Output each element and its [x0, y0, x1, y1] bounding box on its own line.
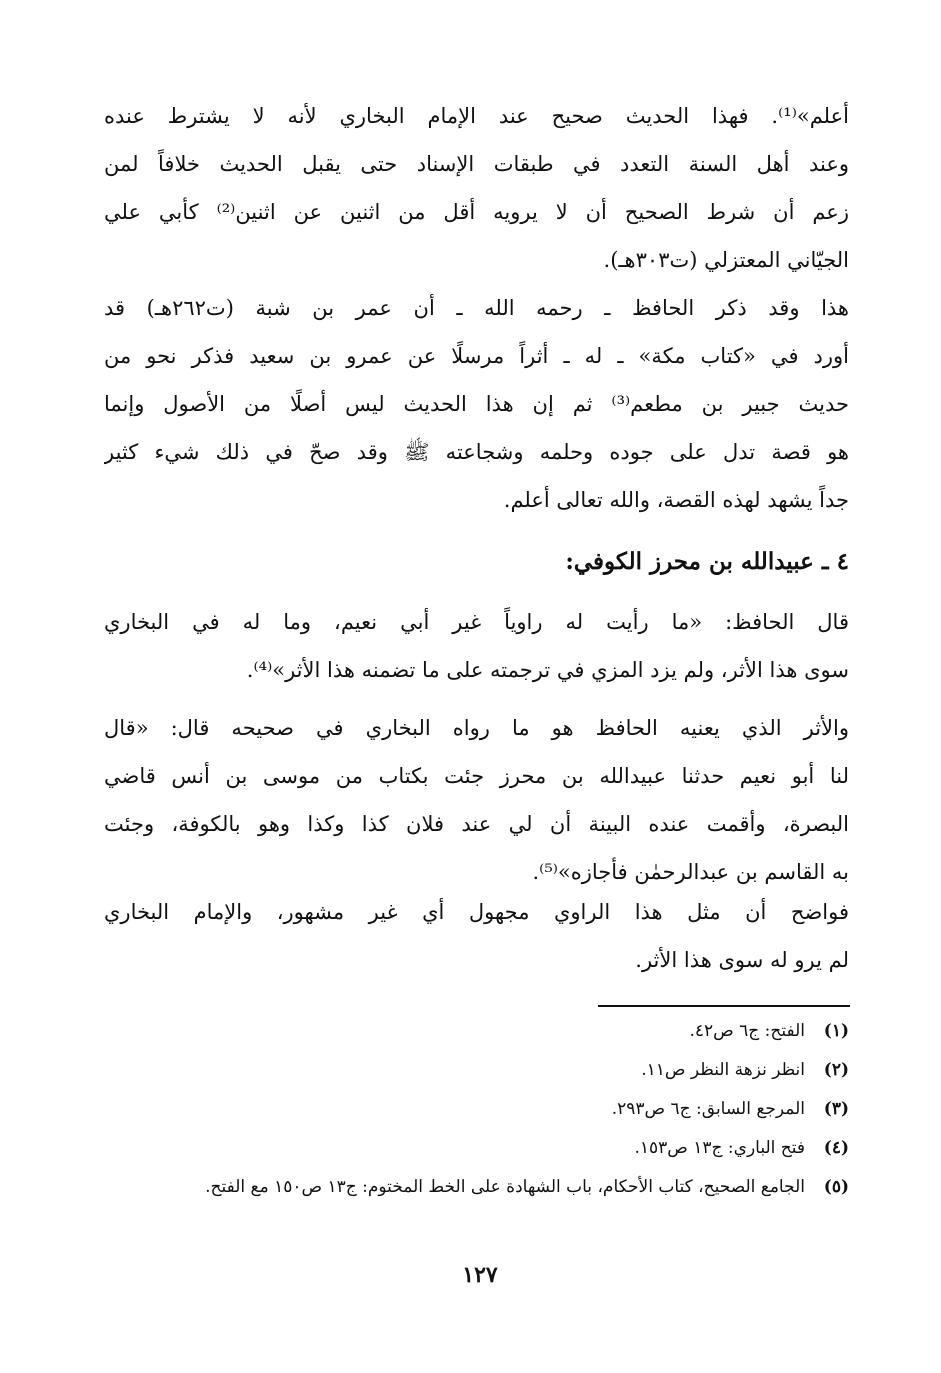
text-line: أعلم»⁽¹⁾. فهذا الحديث صحيح عند الإمام البخاري لأنه لا يشترط عنده	[104, 104, 849, 128]
text-line: هو قصة تدل على جوده وحلمه وشجاعته ﷺ وقد صحّ في ذلك شيء كثير	[104, 440, 849, 464]
paragraph-1	[104, 92, 849, 284]
footnote-number: (٤)	[823, 1138, 849, 1158]
footnote-number: (٣)	[823, 1099, 849, 1119]
text-line: لنا أبو نعيم حدثنا عبيدالله بن محرز جئت بكتاب من موسى بن أنس قاضي	[104, 764, 849, 788]
paragraph-2	[104, 284, 849, 524]
footnote	[104, 1133, 849, 1172]
text-line: به القاسم بن عبدالرحمٰن فأجازه»⁽⁵⁾.	[532, 860, 849, 884]
text-line: أورد في «كتاب مكة» ـ له ـ أثراً مرسلًا عن عمرو بن سعيد فذكر نحو من	[104, 344, 849, 368]
footnote	[104, 1172, 849, 1202]
footnote-text: الجامع الصحيح، كتاب الأحكام، باب الشهادة على الخط المختوم: ج١٣ ص١٥٠ مع الفتح.	[205, 1177, 805, 1197]
paragraph-4	[104, 704, 849, 896]
text-line: البصرة، وأقمت عنده البينة أن لي عند فلان كذا وكذا وهو بالكوفة، وجئت	[104, 812, 849, 836]
text-line: فواضح أن مثل هذا الراوي مجهول أي غير مشهور، والإمام البخاري	[104, 900, 849, 924]
paragraph-5	[104, 888, 849, 984]
footnotes	[104, 1016, 849, 1202]
text-line: الجيّاني المعتزلي (ت٣٠٣هـ).	[603, 248, 849, 272]
footnote	[104, 1094, 849, 1133]
footnote-text: الفتح: ج٦ ص٤٢.	[689, 1021, 805, 1041]
footnote-number: (١)	[823, 1021, 849, 1041]
section-heading: ٤ ـ عبيدالله بن محرز الكوفي:	[565, 548, 849, 575]
text-line: وعند أهل السنة التعدد في طبقات الإسناد حتى يقبل الحديث خلافاً لمن	[104, 152, 849, 176]
text-line: قال الحافظ: «ما رأيت له راوياً غير أبي نعيم، وما له في البخاري	[104, 610, 849, 634]
text-line: سوى هذا الأثر، ولم يزد المزي في ترجمته على ما تضمنه هذا الأثر»⁽⁴⁾.	[246, 658, 849, 682]
text-line: هذا وقد ذكر الحافظ ـ رحمه الله ـ أن عمر بن شبة (ت٢٦٢هـ) قد	[104, 296, 849, 320]
text-line: والأثر الذي يعنيه الحافظ هو ما رواه البخاري في صحيحه قال: «قال	[104, 716, 849, 740]
footnote-number: (٥)	[823, 1177, 849, 1197]
text-line: زعم أن شرط الصحيح أن لا يرويه أقل من اثنين عن اثنين⁽²⁾ كأبي علي	[104, 200, 849, 224]
text-line: لم يرو له سوى هذا الأثر.	[635, 948, 849, 972]
page-number: ١٢٧	[462, 1262, 498, 1288]
footnote-separator	[598, 1005, 850, 1007]
footnote	[104, 1055, 849, 1094]
text-line: حديث جبير بن مطعم⁽³⁾ ثم إن هذا الحديث ليس أصلًا من الأصول وإنما	[104, 392, 849, 416]
footnote-text: فتح الباري: ج١٣ ص١٥٣.	[634, 1138, 805, 1158]
footnote-text: انظر نزهة النظر ص١١.	[641, 1060, 805, 1080]
text-line: جداً يشهد لهذه القصة، والله تعالى أعلم.	[503, 488, 849, 512]
footnote	[104, 1016, 849, 1055]
footnote-text: المرجع السابق: ج٦ ص٢٩٣.	[611, 1099, 805, 1119]
footnote-number: (٢)	[823, 1060, 849, 1080]
paragraph-3	[104, 598, 849, 694]
